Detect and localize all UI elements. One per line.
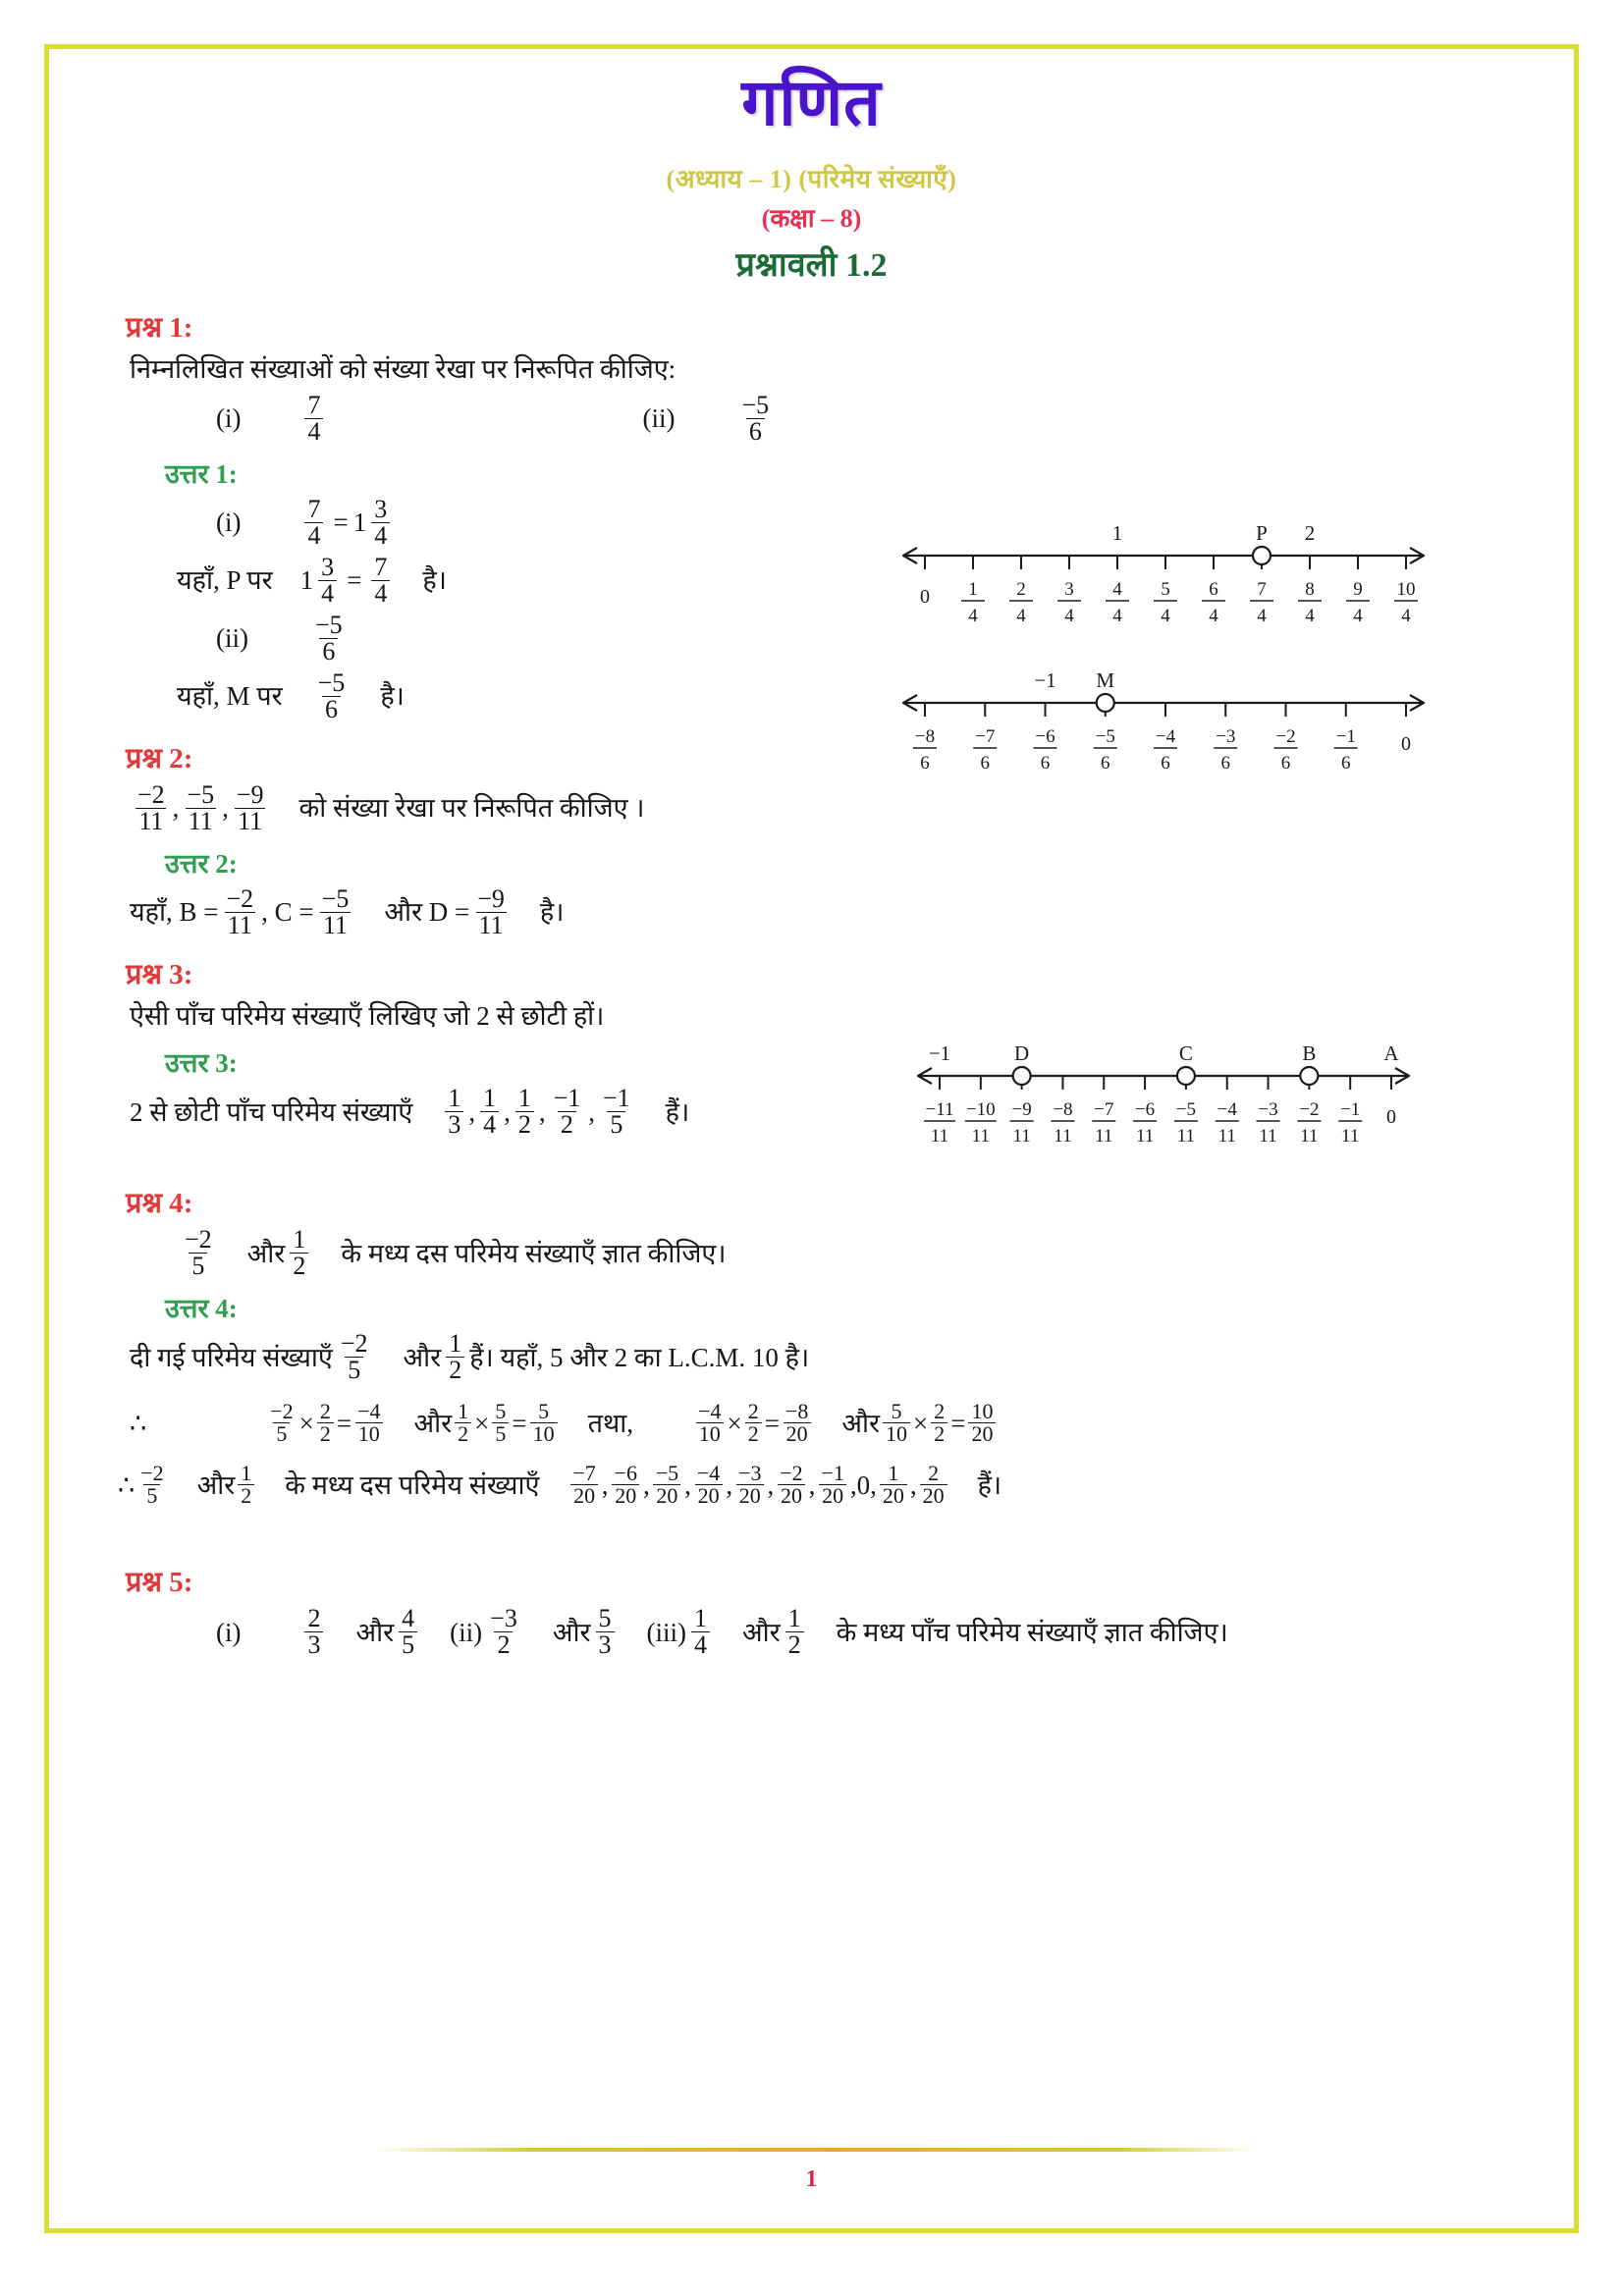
svg-text:4: 4 bbox=[1401, 606, 1411, 626]
svg-text:11: 11 bbox=[1012, 1126, 1031, 1147]
a4-l3-n6: $\frac{-2}{20}$ bbox=[777, 1463, 805, 1507]
svg-text:−3: −3 bbox=[1258, 1099, 1278, 1120]
q5-iii-mid: और bbox=[742, 1617, 781, 1647]
a4-l1-frac1: $\frac{-2}{5}$ bbox=[340, 1329, 368, 1385]
svg-text:4: 4 bbox=[1064, 606, 1074, 626]
content-area bbox=[49, 286, 1574, 1659]
svg-text:−5: −5 bbox=[1095, 726, 1115, 747]
a4-l3-n4: $\frac{-4}{20}$ bbox=[694, 1463, 723, 1507]
svg-text:4: 4 bbox=[1016, 606, 1026, 626]
q1-item-ii-fraction: $\frac{-5}{6}$ bbox=[741, 391, 770, 447]
q2-frac-1: $\frac{-2}{11}$ bbox=[137, 780, 165, 836]
svg-text:B: B bbox=[1302, 1041, 1317, 1065]
a4-l3-mid: और bbox=[196, 1469, 236, 1500]
svg-text:6: 6 bbox=[1280, 753, 1291, 774]
svg-text:M: M bbox=[1096, 668, 1115, 692]
svg-text:P: P bbox=[1256, 521, 1268, 545]
q5-tail: के मध्य पाँच परिमेय संख्याएँ ज्ञात कीजिए। bbox=[836, 1617, 1228, 1647]
a3-frac-1: $\frac{1}{3}$ bbox=[445, 1086, 463, 1138]
question-1-label: प्रश्न 1: bbox=[126, 311, 193, 344]
chapter-subtitle: (अध्याय – 1) (परिमेय संख्याएँ) bbox=[666, 164, 957, 193]
svg-text:6: 6 bbox=[1209, 579, 1218, 600]
a4-l3-therefore: ∴ bbox=[118, 1469, 135, 1500]
svg-text:1: 1 bbox=[1111, 521, 1123, 545]
a4-l3-f2: $\frac{1}{2}$ bbox=[238, 1463, 254, 1507]
svg-text:11: 11 bbox=[1095, 1126, 1113, 1147]
a1-line-ii-frac: $\frac{-5}{6}$ bbox=[317, 668, 346, 724]
a4-l2-eq-4: = bbox=[950, 1408, 966, 1438]
a4-l2-b: $\frac{2}{2}$ bbox=[317, 1401, 334, 1445]
question-3-text: ऐसी पाँच परिमेय संख्याएँ लिखिए जो 2 से छोटी हों। bbox=[130, 1001, 605, 1032]
svg-text:1: 1 bbox=[968, 579, 978, 600]
a4-l2-l: $\frac{10}{20}$ bbox=[968, 1401, 996, 1445]
svg-text:11: 11 bbox=[1259, 1126, 1277, 1147]
svg-text:6: 6 bbox=[1101, 753, 1110, 774]
question-2-label: प्रश्न 2: bbox=[126, 743, 193, 775]
svg-text:11: 11 bbox=[1341, 1126, 1360, 1147]
a4-l3-n5: $\frac{-3}{20}$ bbox=[735, 1463, 764, 1507]
svg-text:11: 11 bbox=[1300, 1126, 1319, 1147]
svg-text:4: 4 bbox=[968, 606, 978, 626]
a4-l3-n7: $\frac{-1}{20}$ bbox=[818, 1463, 846, 1507]
q1-item-i-marker: (i) bbox=[216, 403, 242, 434]
q5-ii-mid: और bbox=[552, 1617, 591, 1647]
a2-pre: यहाँ, B = bbox=[130, 897, 219, 928]
a4-l2-g: $\frac{-4}{10}$ bbox=[695, 1401, 724, 1445]
a4-l2-h: $\frac{2}{2}$ bbox=[745, 1401, 762, 1445]
q4-frac-2: $\frac{1}{2}$ bbox=[290, 1227, 308, 1279]
a4-l3-n3: $\frac{-5}{20}$ bbox=[653, 1463, 681, 1507]
q1-item-ii-marker: (ii) bbox=[642, 403, 676, 434]
q4-mid: और bbox=[246, 1238, 286, 1268]
answer-4-line-3: ∴ $\frac{-2}{5}$ और $\frac{1}{2}$ के मध्य दस परिमेय संख्याएँ $\frac{-7}{20}$ , $\frac{-6}{20}$ , $\frac{-5}{20}$ , $\frac{-4}{20}$ , $\frac{-3}{20}$ , $\frac{-2}{20}$ , $\frac{-1}{20}$ , 0, $\frac{1}{20}$ , $\frac{2}{20}$ हैं। bbox=[118, 1461, 1002, 1509]
a1-ii-marker: (ii) bbox=[216, 623, 248, 654]
svg-text:10: 10 bbox=[1396, 579, 1416, 600]
numberline-1-svg bbox=[874, 510, 1453, 658]
page-frame bbox=[44, 44, 1579, 2233]
question-3-label: प्रश्न 3: bbox=[126, 959, 193, 991]
svg-text:D: D bbox=[1014, 1041, 1030, 1065]
svg-text:−6: −6 bbox=[1134, 1099, 1156, 1120]
q4-frac-1: $\frac{-2}{5}$ bbox=[185, 1225, 212, 1281]
q5-marker-iii: (iii) bbox=[646, 1617, 686, 1647]
answer-2-text bbox=[130, 886, 1535, 938]
answer-4-label: उत्तर 4: bbox=[165, 1294, 238, 1324]
svg-text:−2: −2 bbox=[1275, 726, 1296, 747]
question-1-items bbox=[216, 393, 1535, 445]
a4-l3-n1: $\frac{-7}{20}$ bbox=[569, 1463, 598, 1507]
question-5-text bbox=[216, 1606, 1535, 1658]
a4-l2-j: $\frac{5}{10}$ bbox=[883, 1401, 910, 1445]
a4-l2-and-2: और bbox=[841, 1408, 881, 1438]
svg-text:5: 5 bbox=[1161, 579, 1170, 600]
answer-3-text: 2 से छोटी पाँच परिमेय संख्याएँ $\frac{1}{3}$ , $\frac{1}{4}$ , $\frac{1}{2}$ , $\frac{-1}{2}$ , $\frac{-1}{5}$ हैं। bbox=[130, 1084, 690, 1140]
a4-l2-a: $\frac{-2}{5}$ bbox=[270, 1399, 294, 1447]
a3-frac-3: $\frac{1}{2}$ bbox=[515, 1086, 534, 1138]
svg-text:−4: −4 bbox=[1217, 1099, 1237, 1120]
q2-frac-2: $\frac{-5}{11}$ bbox=[187, 780, 215, 836]
numberline-2-svg bbox=[874, 658, 1453, 805]
svg-text:0: 0 bbox=[1401, 733, 1411, 755]
a4-l1-pre: दी गई परिमेय संख्याएँ bbox=[130, 1342, 333, 1372]
class-subtitle: (कक्षा – 8) bbox=[761, 203, 862, 233]
a4-l2-eq-1: = bbox=[336, 1408, 352, 1438]
svg-text:−5: −5 bbox=[1175, 1099, 1197, 1120]
a4-l2-eq-2: = bbox=[512, 1408, 527, 1438]
footer-divider bbox=[373, 2148, 1257, 2152]
question-1-text: निम्नलिखित संख्याओं को संख्या रेखा पर निरूपित कीजिए: bbox=[130, 353, 676, 384]
a1-i-marker: (i) bbox=[216, 507, 242, 538]
svg-text:A: A bbox=[1383, 1041, 1399, 1065]
a4-l2-f: $\frac{5}{10}$ bbox=[530, 1401, 558, 1445]
a1-line-i-whole: 1 bbox=[299, 565, 314, 596]
numberline-2 bbox=[874, 658, 1453, 805]
a1-line-i-frac1: $\frac{3}{4}$ bbox=[318, 555, 337, 607]
a4-l2-therefore: ∴ bbox=[130, 1408, 147, 1438]
svg-text:C: C bbox=[1178, 1041, 1193, 1065]
a4-l2-c: $\frac{-4}{10}$ bbox=[354, 1401, 383, 1445]
a4-l2-k: $\frac{2}{2}$ bbox=[931, 1401, 947, 1445]
q5-marker-ii: (ii) bbox=[450, 1617, 483, 1647]
svg-text:11: 11 bbox=[1217, 1126, 1236, 1147]
a1-i-equals: = bbox=[333, 507, 349, 538]
a4-l2-times-3: × bbox=[727, 1408, 742, 1438]
a2-frac-d: $\frac{-9}{11}$ bbox=[477, 884, 505, 940]
a4-l1-mid: और bbox=[403, 1342, 442, 1372]
a1-line-ii-post: है। bbox=[380, 681, 405, 712]
a1-line-i-post: है। bbox=[422, 565, 447, 596]
svg-text:6: 6 bbox=[1161, 753, 1170, 774]
svg-text:−2: −2 bbox=[1299, 1099, 1320, 1120]
a1-i-whole: 1 bbox=[352, 507, 367, 538]
svg-text:6: 6 bbox=[1040, 753, 1051, 774]
svg-text:−4: −4 bbox=[1155, 726, 1176, 747]
svg-text:6: 6 bbox=[1341, 753, 1351, 774]
svg-text:3: 3 bbox=[1064, 579, 1074, 600]
svg-text:8: 8 bbox=[1305, 579, 1315, 600]
a4-l1-post: हैं। यहाँ, 5 और 2 का L.C.M. 10 है। bbox=[469, 1342, 810, 1372]
a2-mid1: , C = bbox=[261, 897, 314, 928]
a4-l2-d: $\frac{1}{2}$ bbox=[455, 1401, 471, 1445]
a4-l2-and-1: और bbox=[413, 1408, 453, 1438]
svg-text:−8: −8 bbox=[1053, 1099, 1073, 1120]
svg-text:−11: −11 bbox=[925, 1099, 954, 1120]
svg-text:7: 7 bbox=[1257, 579, 1267, 600]
q4-post: के मध्य दस परिमेय संख्याएँ ज्ञात कीजिए। bbox=[341, 1238, 727, 1268]
page-title: गणित bbox=[741, 66, 882, 138]
svg-text:4: 4 bbox=[1112, 579, 1122, 600]
question-4-text bbox=[177, 1227, 1535, 1279]
question-2-text: $\frac{-2}{11}$ , $\frac{-5}{11}$ , $\frac{-9}{11}$ को संख्या रेखा पर निरूपित कीजिए । bbox=[130, 782, 1535, 834]
q5-ii-f1: $\frac{-3}{2}$ bbox=[490, 1604, 517, 1660]
svg-text:4: 4 bbox=[1161, 606, 1170, 626]
answer-1-label: उत्तर 1: bbox=[165, 459, 238, 490]
svg-text:−7: −7 bbox=[1094, 1099, 1114, 1120]
a4-l3-post: हैं। bbox=[977, 1469, 1002, 1500]
svg-text:11: 11 bbox=[971, 1126, 990, 1147]
a4-l2-eq-3: = bbox=[764, 1408, 780, 1438]
a2-frac-c: $\frac{-5}{11}$ bbox=[321, 884, 350, 940]
q5-ii-f2: $\frac{5}{3}$ bbox=[596, 1606, 615, 1658]
q5-i-f1: $\frac{2}{3}$ bbox=[304, 1606, 323, 1658]
svg-text:11: 11 bbox=[1176, 1126, 1196, 1147]
q5-i-f2: $\frac{4}{5}$ bbox=[399, 1606, 417, 1658]
a4-l2-times-4: × bbox=[913, 1408, 929, 1438]
question-4-label: प्रश्न 4: bbox=[126, 1188, 193, 1220]
answer-4-line-2 bbox=[130, 1401, 1535, 1445]
svg-text:2: 2 bbox=[1304, 521, 1316, 545]
a1-line-i-pre: यहाँ, P पर bbox=[177, 565, 273, 596]
a4-l2-i: $\frac{-8}{20}$ bbox=[783, 1401, 811, 1445]
q1-item-i-fraction: $\frac{7}{4}$ bbox=[304, 393, 323, 445]
a4-l3-f1: $\frac{-2}{5}$ bbox=[140, 1461, 164, 1509]
svg-text:−1: −1 bbox=[1335, 726, 1356, 747]
a2-mid2: और D = bbox=[384, 897, 470, 928]
a3-pre: 2 से छोटी पाँच परिमेय संख्याएँ bbox=[130, 1096, 413, 1127]
svg-text:−6: −6 bbox=[1035, 726, 1055, 747]
q2-tail: को संख्या रेखा पर निरूपित कीजिए । bbox=[298, 793, 645, 824]
exercise-title: प्रश्नावली 1.2 bbox=[735, 246, 888, 284]
a3-frac-5: $\frac{-1}{5}$ bbox=[602, 1084, 630, 1140]
svg-text:−9: −9 bbox=[1011, 1099, 1032, 1120]
svg-text:6: 6 bbox=[1220, 753, 1230, 774]
a4-l3-zero: 0, bbox=[856, 1469, 877, 1500]
svg-text:−10: −10 bbox=[965, 1099, 996, 1120]
answer-2-label: उत्तर 2: bbox=[165, 849, 238, 880]
svg-text:4: 4 bbox=[1353, 606, 1363, 626]
a4-l3-text: के मध्य दस परिमेय संख्याएँ bbox=[285, 1469, 540, 1500]
a3-frac-2: $\frac{1}{4}$ bbox=[480, 1086, 499, 1138]
a3-frac-4: $\frac{-1}{2}$ bbox=[553, 1084, 581, 1140]
svg-text:11: 11 bbox=[930, 1126, 949, 1147]
numberline-1 bbox=[874, 510, 1453, 658]
numberline-3-svg bbox=[889, 1031, 1438, 1168]
numberline-3 bbox=[889, 1031, 1438, 1168]
a4-l2-times-2: × bbox=[474, 1408, 490, 1438]
svg-text:4: 4 bbox=[1209, 606, 1218, 626]
svg-text:6: 6 bbox=[920, 753, 930, 774]
a1-i-mixed-frac: $\frac{3}{4}$ bbox=[371, 497, 390, 549]
svg-text:4: 4 bbox=[1257, 606, 1267, 626]
svg-text:−8: −8 bbox=[914, 726, 936, 747]
a2-post: है। bbox=[539, 897, 565, 928]
svg-text:6: 6 bbox=[980, 753, 990, 774]
a3-post: हैं। bbox=[665, 1096, 690, 1127]
svg-text:−3: −3 bbox=[1216, 726, 1236, 747]
svg-text:9: 9 bbox=[1353, 579, 1363, 600]
a4-l3-n8: $\frac{1}{20}$ bbox=[880, 1463, 907, 1507]
q5-iii-f2: $\frac{1}{2}$ bbox=[785, 1606, 804, 1658]
a2-frac-b: $\frac{-2}{11}$ bbox=[226, 884, 254, 940]
a4-l2-tatha: तथा, bbox=[587, 1408, 634, 1438]
a4-l1-frac2: $\frac{1}{2}$ bbox=[446, 1331, 464, 1383]
answer-4-line-1 bbox=[130, 1331, 1535, 1383]
a1-ii-frac: $\frac{-5}{6}$ bbox=[315, 611, 343, 667]
answer-3-label: उत्तर 3: bbox=[165, 1048, 238, 1079]
q2-frac-3: $\frac{-9}{11}$ bbox=[236, 780, 264, 836]
q5-i-mid: और bbox=[355, 1617, 395, 1647]
a1-i-frac: $\frac{7}{4}$ bbox=[304, 497, 323, 549]
svg-text:11: 11 bbox=[1135, 1126, 1155, 1147]
svg-text:0: 0 bbox=[920, 586, 930, 608]
svg-text:0: 0 bbox=[1386, 1106, 1396, 1128]
q5-iii-f1: $\frac{1}{4}$ bbox=[691, 1606, 710, 1658]
a1-line-i-frac2: $\frac{7}{4}$ bbox=[371, 555, 390, 607]
q5-marker-i: (i) bbox=[216, 1617, 242, 1647]
svg-text:4: 4 bbox=[1305, 606, 1315, 626]
a1-line-i-equals: = bbox=[347, 565, 362, 596]
a4-l2-times-1: × bbox=[298, 1408, 314, 1438]
a4-l2-e: $\frac{5}{5}$ bbox=[492, 1401, 509, 1445]
svg-text:−1: −1 bbox=[1034, 668, 1056, 692]
a4-l3-n9: $\frac{2}{20}$ bbox=[920, 1463, 947, 1507]
svg-text:−1: −1 bbox=[1340, 1099, 1361, 1120]
svg-text:2: 2 bbox=[1016, 579, 1026, 600]
question-5-label: प्रश्न 5: bbox=[126, 1567, 193, 1599]
a1-line-ii-pre: यहाँ, M पर bbox=[177, 681, 283, 712]
a4-l3-n2: $\frac{-6}{20}$ bbox=[612, 1463, 640, 1507]
svg-text:11: 11 bbox=[1054, 1126, 1072, 1147]
svg-text:−1: −1 bbox=[928, 1041, 951, 1065]
page-number: 1 bbox=[805, 2166, 818, 2192]
svg-text:4: 4 bbox=[1112, 606, 1122, 626]
svg-text:−7: −7 bbox=[975, 726, 996, 747]
